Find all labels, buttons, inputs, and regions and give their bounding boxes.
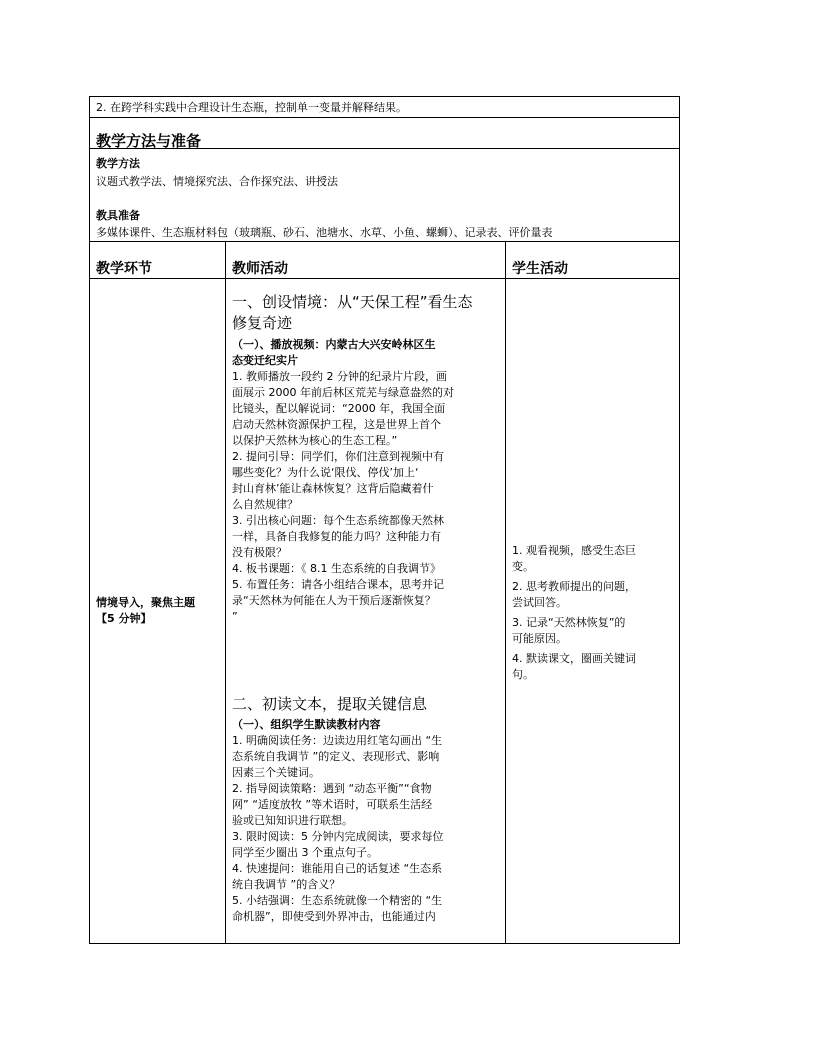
part1-line: 面展示 2000 年前后林区荒芜与绿意盎然的对 [232,386,454,399]
part1-title-line2: 修复奇迹 [232,314,293,332]
part2-line: 验或已知知识进行联想。 [232,814,353,827]
part2-subtitle: （一）、组织学生默读教材内容 [232,718,381,731]
table-border-top [89,96,680,97]
part1-line: 启动天然林资源保护工程，这是世界上首个 [232,418,441,431]
part2-line: 命机器”，即使受到外界冲击，也能通过内 [232,910,436,923]
teacher-activity-part2 [232,694,500,925]
stage-time: 【5 分钟】 [96,612,152,625]
part1-line: 3. 引出核心问题：每个生态系统都像天然林 [232,514,444,527]
part1-line: 比镜头，配以解说词：“2000 年，我国全面 [232,402,446,415]
part1-subtitle-line1: （一）、播放视频：内蒙古大兴安岭林区生 [232,338,436,351]
student-line: 可能原因。 [512,632,567,645]
student-line: 句。 [512,668,534,681]
part1-line: ” [232,610,238,623]
methods-text: 议题式教学法、情境探究法、合作探究法、讲授法 [96,175,338,188]
part1-line: 以保护天然林为核心的生态工程。” [232,434,398,447]
student-line: 3. 记录“天然林恢复”的 [512,616,626,629]
row-divider-3 [89,241,680,242]
part2-line: 1. 明确阅读任务：边读边用红笔勾画出 “生 [232,734,443,747]
part2-line: 态系统自我调节 ”的定义、表现形式、影响 [232,750,440,763]
col-divider-2 [505,241,506,944]
part1-body [232,369,500,625]
part1-subtitle-line2: 态变迁纪实片 [232,354,298,367]
header-stage: 教学环节 [96,261,152,277]
stage-name: 情境导入，聚焦主题 [96,596,195,609]
part2-title: 二、初读文本，提取关键信息 [232,695,428,713]
part1-line: 录“天然林为何能在人为干预后逐渐恢复？ [232,594,436,607]
methods-label: 教学方法 [96,157,140,170]
student-activity [512,543,677,683]
col-divider-1 [225,241,226,944]
table-border-right [679,96,680,944]
part1-line: 5. 布置任务：请各小组结合课本，思考并记 [232,578,444,591]
student-line: 变。 [512,560,534,573]
tools-text: 多媒体课件、生态瓶材料包（玻璃瓶、砂石、池塘水、水草、小鱼、螺蛳）、记录表、评价量表 [96,226,553,239]
part2-line: 4. 快速提问：谁能用自己的话复述 “生态系 [232,862,443,875]
objective-row: 2. 在跨学科实践中合理设计生态瓶，控制单一变量并解释结果。 [96,101,407,114]
part1-line: 么自然规律？ [232,498,298,511]
part1-line: 一样，具备自我修复的能力吗？这种能力有 [232,530,441,543]
student-line: 1. 观看视频，感受生态巨 [512,544,636,557]
teacher-activity [232,292,500,625]
part1-line: 没有极限？ [232,546,287,559]
part2-line: 同学至少圈出 3 个重点句子。 [232,846,378,859]
table-border-left [89,96,90,944]
student-line: 尝试回答。 [512,596,567,609]
part1-title-line1: 一、创设情境：从“天保工程”看生态 [232,293,473,311]
part2-line: 3. 限时阅读：5 分钟内完成阅读，要求每位 [232,830,444,843]
header-student: 学生活动 [512,261,568,277]
tools-label: 教具准备 [96,209,140,222]
header-teacher: 教师活动 [232,261,288,277]
student-line: 2. 思考教师提出的问题， [512,580,636,593]
part2-body [232,733,500,925]
part2-line: 2. 指导阅读策略：遇到 “动态平衡”“食物 [232,782,432,795]
part2-line: 网” “适度放牧 ”等术语时，可联系生活经 [232,798,433,811]
part1-line: 1. 教师播放一段约 2 分钟的纪录片片段，画 [232,370,447,383]
part1-line: 哪些变化？为什么说‘限伐、停伐’加上‘ [232,466,419,479]
part2-line: 统自我调节 ”的含义？ [232,878,341,891]
part1-line: 4. 板书课题：《 8.1 生态系统的自我调节》 [232,562,441,575]
student-line: 4. 默读课文，圈画关键词 [512,652,636,665]
row-divider-4 [89,278,680,279]
methods-section-title: 教学方法与准备 [96,132,202,150]
part1-line: 封山育林’能让森林恢复？这背后隐藏着什 [232,482,434,495]
part2-line: 5. 小结强调：生态系统就像一个精密的 “生 [232,894,443,907]
part2-line: 因素三个关键词。 [232,766,320,779]
table-border-bottom [89,943,680,944]
part1-line: 2. 提问引导：同学们，你们注意到视频中有 [232,450,444,463]
row-divider-1 [89,117,680,118]
